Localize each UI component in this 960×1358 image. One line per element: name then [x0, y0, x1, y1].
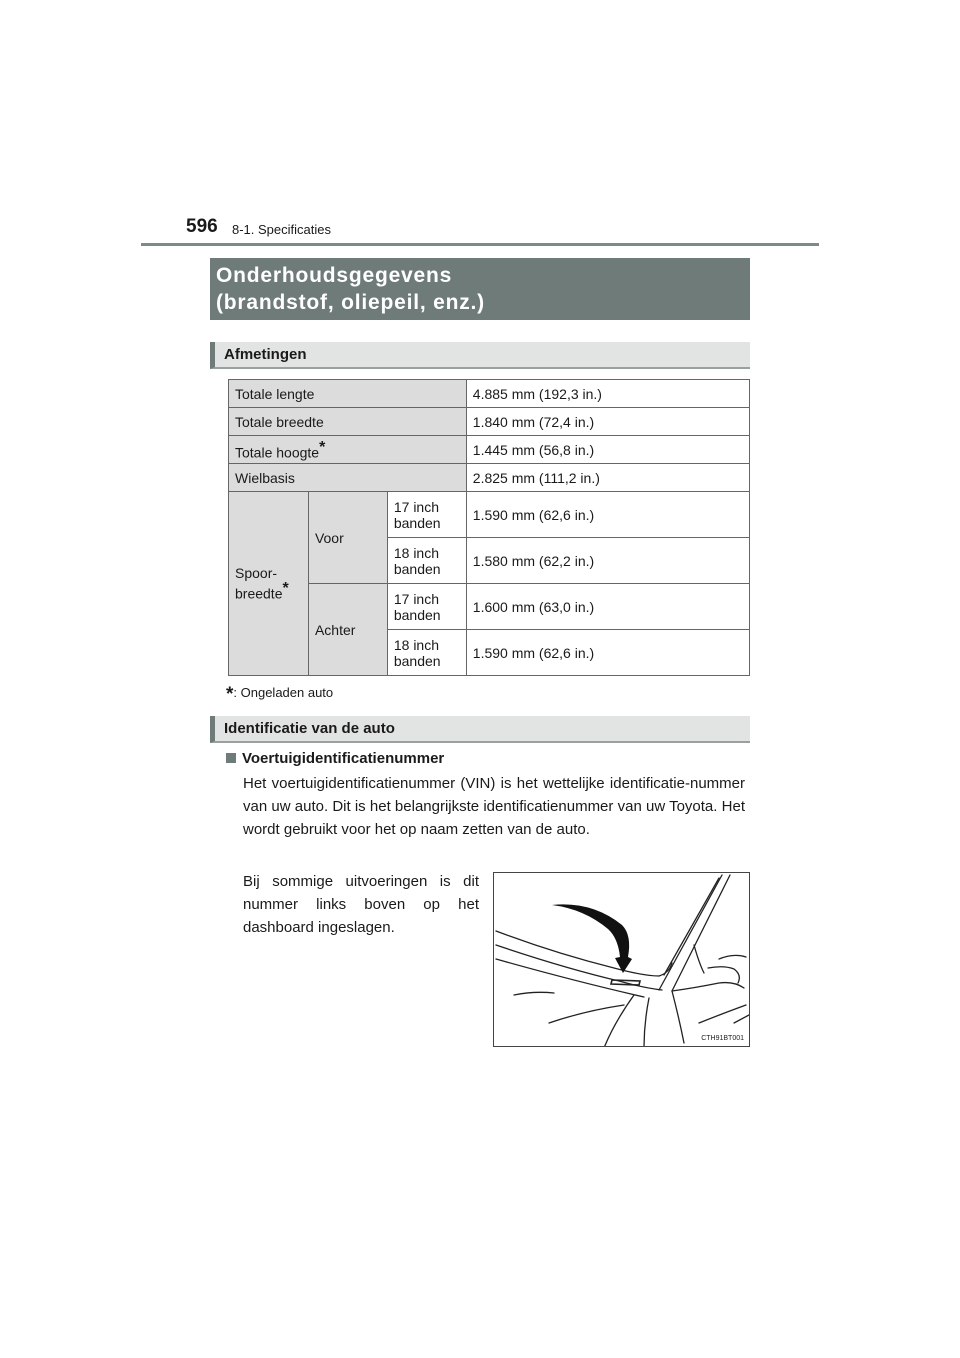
rear-tire-17 [387, 584, 466, 630]
unloaded-asterisk: * [282, 580, 289, 598]
track-label-line-1: Spoor- [235, 565, 278, 582]
vin-heading [226, 750, 444, 767]
rear-track-17-value: 1.600 mm (63,0 in.) [466, 584, 749, 630]
track-label-line-2: breedte [235, 585, 283, 602]
rear-label: Achter [308, 584, 387, 676]
front-tire-17 [387, 492, 466, 538]
row-label-length: Totale lengte [229, 380, 467, 408]
dimensions-table [228, 379, 750, 676]
table-row [229, 380, 750, 408]
page-title-banner [210, 258, 750, 320]
figure-code: CTH91BT001 [701, 1035, 744, 1042]
dashboard-illustration [494, 873, 750, 1047]
front-label: Voor [308, 492, 387, 584]
footnote-asterisk: * [226, 684, 234, 705]
front-tire-18 [387, 538, 466, 584]
footnote [226, 684, 333, 706]
table-row [229, 492, 750, 538]
bullet-square-icon [226, 753, 236, 763]
tire-size: 18 inch [393, 544, 440, 561]
tire-word: banden [393, 606, 441, 623]
vin-paragraph: Het voertuigidentificatienummer (VIN) is het wettelijke identificatie-nummer van uw auto. Dit is het belangrijkste identificatienummer van uw Toyota. Het wordt gebruikt voor het op naam zetten van de auto. [243, 775, 745, 838]
vin-heading-text: Voertuigidentificatienummer [242, 750, 445, 767]
page-title-line-2: (brandstof, oliepeil, enz.) [216, 291, 485, 314]
section-label: 8-1. Specificaties [232, 222, 331, 237]
table-row [229, 408, 750, 436]
identification-heading: Identificatie van de auto [210, 716, 750, 743]
unloaded-asterisk: * [319, 438, 326, 456]
track-width-label [229, 492, 309, 676]
row-label-height-text: Totale hoogte [235, 444, 320, 461]
tire-word: banden [393, 514, 441, 531]
footnote-text: : Ongeladen auto [233, 685, 334, 700]
row-value-length: 4.885 mm (192,3 in.) [466, 380, 749, 408]
tire-size: 17 inch [393, 590, 440, 607]
row-value-width: 1.840 mm (72,4 in.) [466, 408, 749, 436]
page-number: 596 [186, 216, 218, 237]
tire-word: banden [393, 560, 441, 577]
rear-track-18-value: 1.590 mm (62,6 in.) [466, 630, 749, 676]
table-row [229, 436, 750, 464]
header-divider [141, 243, 819, 246]
table-row [229, 464, 750, 492]
row-label-height [229, 436, 467, 464]
dimensions-heading: Afmetingen [210, 342, 750, 369]
front-track-18-value: 1.580 mm (62,2 in.) [466, 538, 749, 584]
rear-tire-18 [387, 630, 466, 676]
row-value-height: 1.445 mm (56,8 in.) [466, 436, 749, 464]
tire-size: 17 inch [393, 498, 440, 515]
tire-size: 18 inch [393, 636, 440, 653]
page-title-line-1: Onderhoudsgegevens [216, 264, 453, 287]
vin-location-note: Bij sommige uitvoeringen is dit nummer links boven op het dashboard ingeslagen. [243, 873, 479, 936]
row-label-width: Totale breedte [229, 408, 467, 436]
dashboard-vin-illustration [493, 872, 750, 1047]
tire-word: banden [393, 652, 441, 669]
row-value-wheelbase: 2.825 mm (111,2 in.) [466, 464, 749, 492]
front-track-17-value: 1.590 mm (62,6 in.) [466, 492, 749, 538]
row-label-wheelbase: Wielbasis [229, 464, 467, 492]
